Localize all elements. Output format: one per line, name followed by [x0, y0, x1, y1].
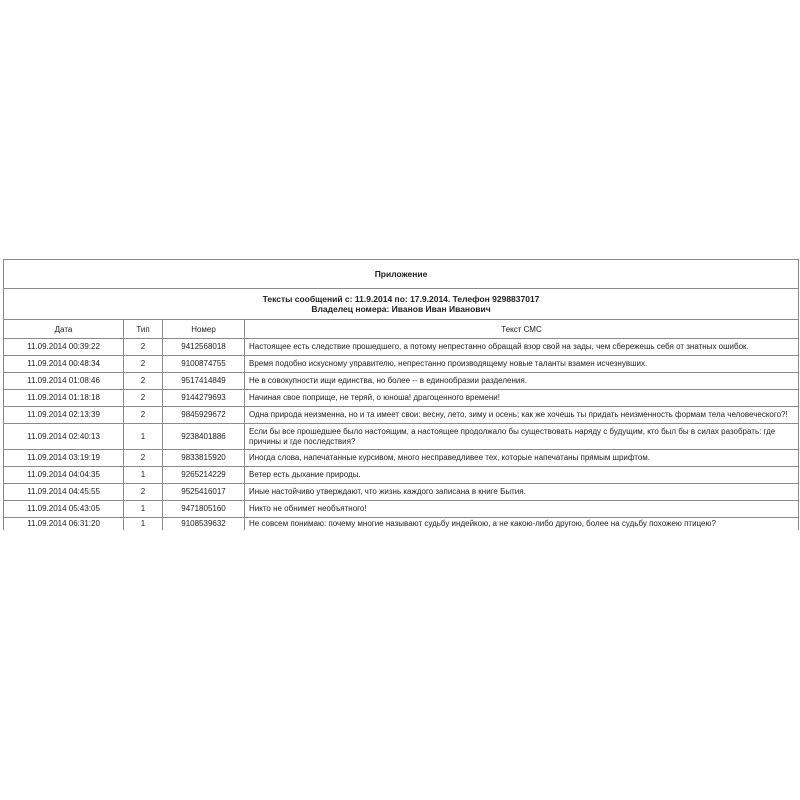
- cell-number: 9525416017: [163, 484, 245, 501]
- column-header-number: Номер: [163, 320, 245, 339]
- cell-text: Не в совокупности ищи единства, но более -- в единообразии разделения.: [245, 373, 799, 390]
- cell-number: 9265214229: [163, 467, 245, 484]
- report-period: Тексты сообщений с: 11.9.2014 по: 17.9.2014. Телефон 9298837017: [262, 294, 540, 304]
- title-row: [4, 260, 799, 289]
- cell-text: Иные настойчиво утверждают, что жизнь каждого записана в книге Бытия.: [245, 484, 799, 501]
- cell-date: 11.09.2014 02:13:39: [4, 407, 124, 424]
- cell-text: Если бы все прошедшее было настоящим, а настоящее продолжало бы существовать наряду с будущим, кто был бы в силах разобрать: где причины и где последствия?: [245, 424, 799, 450]
- cell-text: Иногда слова, напечатанные курсивом, много несправедливее тех, которые напечатаны прямым шрифтом.: [245, 450, 799, 467]
- cell-date: 11.09.2014 06:31:20: [4, 518, 124, 531]
- cell-text: Время подобно искусному управителю, непрестанно производящему новые таланты взамен исчезнувших.: [245, 356, 799, 373]
- cell-type: 2: [124, 356, 163, 373]
- cell-number: 9108539632: [163, 518, 245, 531]
- column-header-type: Тип: [124, 320, 163, 339]
- cell-type: 2: [124, 407, 163, 424]
- table-row: [4, 484, 799, 501]
- table-row: [4, 356, 799, 373]
- cell-date: 11.09.2014 01:18:18: [4, 390, 124, 407]
- cell-text: Не совсем понимаю: почему многие называют судьбу индейкою, а не какою-либо другою, более на судьбу похожею птицею?: [245, 518, 799, 531]
- cell-date: 11.09.2014 04:45:55: [4, 484, 124, 501]
- cell-number: 9144279693: [163, 390, 245, 407]
- column-header-date: Дата: [4, 320, 124, 339]
- document-title: Приложение: [4, 260, 799, 289]
- cell-text: Никто не обнимет необъятного!: [245, 501, 799, 518]
- cell-number: 9833815920: [163, 450, 245, 467]
- cell-number: 9471805160: [163, 501, 245, 518]
- cell-number: 9412568018: [163, 339, 245, 356]
- cell-text: Одна природа неизменна, но и та имеет свои: весну, лето, зиму и осень; как же хочешь ты придать неизменность формам тела человеческого?!: [245, 407, 799, 424]
- table-row: [4, 339, 799, 356]
- sms-table: [3, 259, 799, 530]
- cell-type: 1: [124, 518, 163, 531]
- cell-type: 2: [124, 373, 163, 390]
- cell-date: 11.09.2014 00:48:34: [4, 356, 124, 373]
- cell-type: 1: [124, 424, 163, 450]
- cell-number: 9100874755: [163, 356, 245, 373]
- sms-table-body: [4, 260, 799, 531]
- cell-date: 11.09.2014 04:04:35: [4, 467, 124, 484]
- cell-text: Настоящее есть следствие прошедшего, а потому непрестанно обращай взор свой на зады, чем сбережешь себя от знатных ошибок.: [245, 339, 799, 356]
- table-row: [4, 518, 799, 531]
- cell-type: 2: [124, 484, 163, 501]
- table-row: [4, 373, 799, 390]
- column-header-text: Текст СМС: [245, 320, 799, 339]
- cell-text: Ветер есть дыхание природы.: [245, 467, 799, 484]
- info-row: [4, 289, 799, 320]
- cell-date: 11.09.2014 05:43:05: [4, 501, 124, 518]
- cell-date: 11.09.2014 02:40:13: [4, 424, 124, 450]
- cell-type: 2: [124, 390, 163, 407]
- cell-date: 11.09.2014 01:08:46: [4, 373, 124, 390]
- table-row: [4, 407, 799, 424]
- cell-number: 9845929672: [163, 407, 245, 424]
- phone-owner: Владелец номера: Иванов Иван Иванович: [311, 304, 491, 314]
- cell-date: 11.09.2014 03:19:19: [4, 450, 124, 467]
- cell-number: 9517414849: [163, 373, 245, 390]
- cell-number: 9238401886: [163, 424, 245, 450]
- header-row: [4, 320, 799, 339]
- cell-type: 2: [124, 450, 163, 467]
- cell-type: 1: [124, 467, 163, 484]
- table-row: [4, 390, 799, 407]
- cell-date: 11.09.2014 00:39:22: [4, 339, 124, 356]
- report-info: [4, 289, 799, 320]
- cell-text: Начиная свое поприще, не теряй, о юноша! драгоценного времени!: [245, 390, 799, 407]
- table-row: [4, 450, 799, 467]
- cell-type: 1: [124, 501, 163, 518]
- table-row: [4, 467, 799, 484]
- table-row: [4, 424, 799, 450]
- cell-type: 2: [124, 339, 163, 356]
- table-row: [4, 501, 799, 518]
